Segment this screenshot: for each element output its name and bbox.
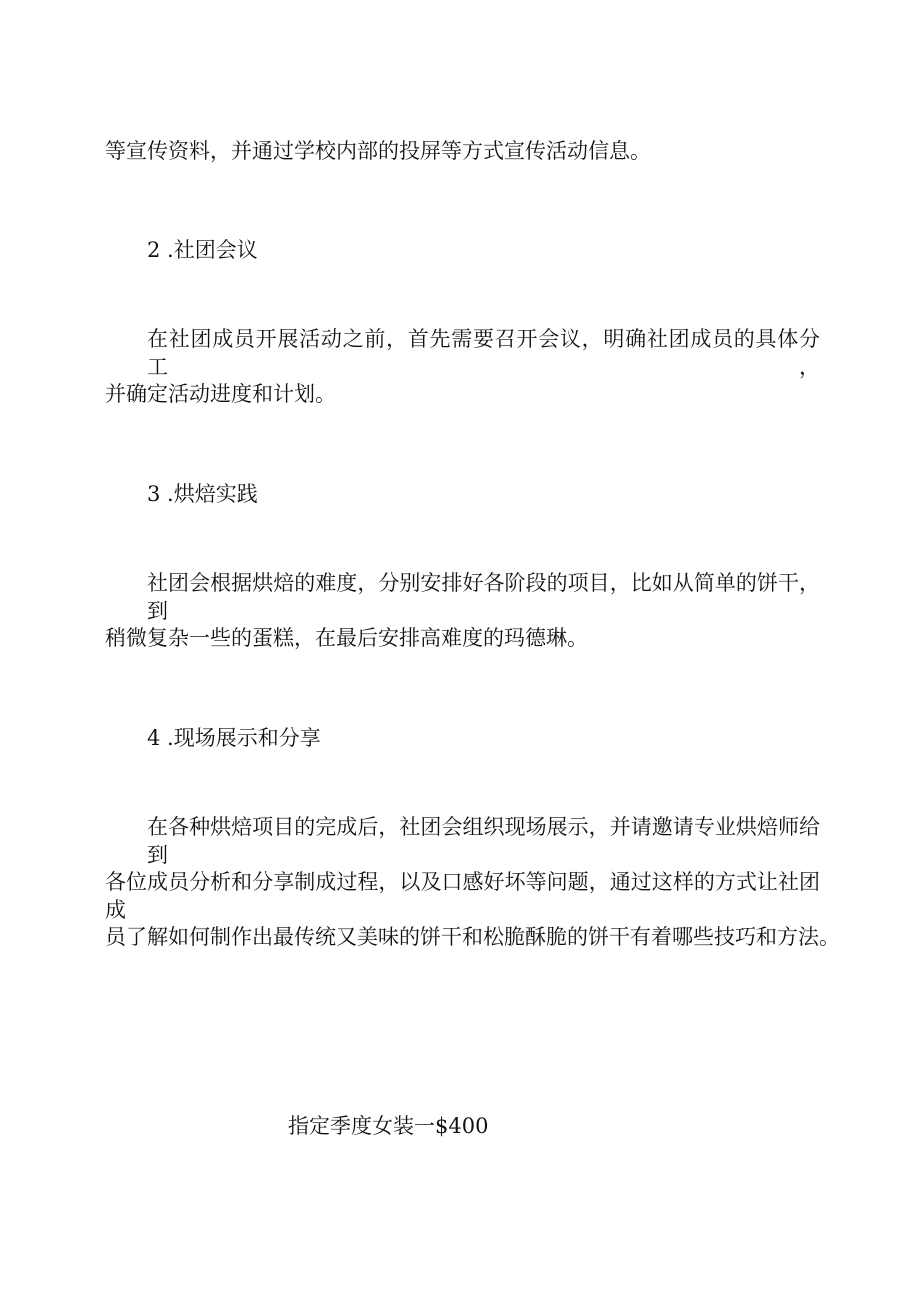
section-baking-line-1: 社团会根据烘焙的难度，分别安排好各阶段的项目，比如从简单的饼干，到 [147,571,820,623]
section-showcase-line-3: 员了解如何制作出最传统又美味的饼干和松脆酥脆的饼干有着哪些技巧和方法。 [105,925,840,949]
section-meeting-line-2: 并确定活动进度和计划。 [105,382,336,406]
section-heading-showcase: 4 .现场展示和分享 [147,726,321,750]
intro-continuation-line: 等宣传资料，并通过学校内部的投屏等方式宣传活动信息。 [105,139,651,163]
section-baking-line-2: 稍微复杂一些的蛋糕，在最后安排高难度的玛德琳。 [105,626,588,650]
section-showcase-line-1: 在各种烘焙项目的完成后，社团会组织现场展示，并请邀请专业烘焙师给到 [147,815,820,867]
section-meeting-line-1: 在社团成员开展活动之前，首先需要召开会议，明确社团成员的具体分工， [147,327,820,379]
section-showcase-line-2: 各位成员分析和分享制成过程，以及口感好坏等问题，通过这样的方式让社团成 [105,870,820,922]
section-heading-meeting: 2 .社团会议 [147,238,258,262]
section-heading-baking-practice: 3 .烘焙实践 [147,482,258,506]
footer-caption: 指定季度女装一$400 [288,1114,489,1138]
